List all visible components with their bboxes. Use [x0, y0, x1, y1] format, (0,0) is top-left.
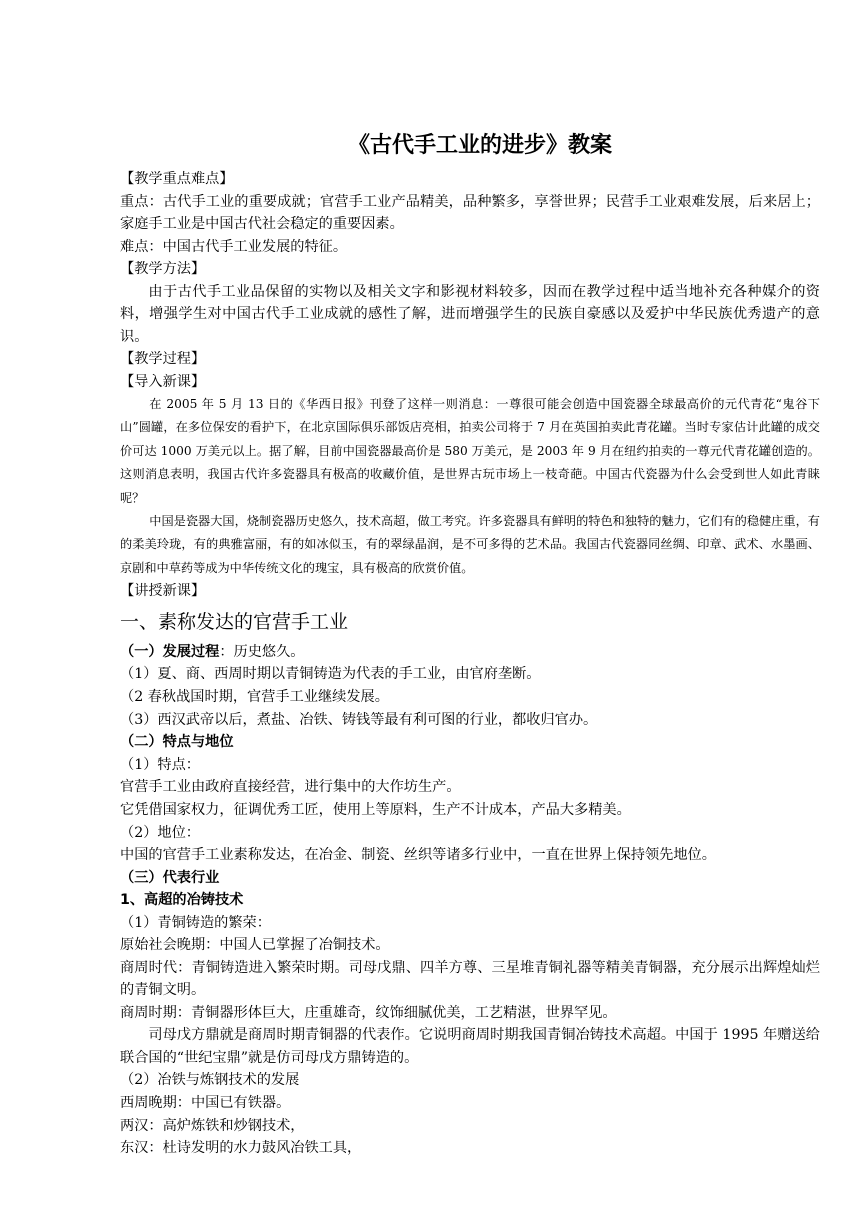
bronze-line-2: 商周时代：青铜铸造进入繁荣时期。司母戊鼎、四羊方尊、三星堆青铜礼器等精美青铜器，充分展示出辉煌灿烂的青铜文明。: [120, 959, 820, 999]
development-label: （一）发展过程: [120, 643, 220, 660]
iron-line-1: 西周晚期：中国已有铁器。: [120, 1095, 291, 1112]
iron-sub: （2）冶铁与炼钢技术的发展: [120, 1072, 300, 1089]
iron-line-2: 两汉：高炉炼铁和炒钢技术，: [120, 1117, 305, 1134]
intro-paragraph-1: 在 2005 年 5 月 13 日的《华西日报》刊登了这样一则消息：一尊很可能会创造中国瓷器全球最高价的元代青花“鬼谷下山”圆罐，在多位保安的看护下，在北京国际俱乐部饭店亮相，拍卖公司将于 7 月在英国拍卖此青花罐。当时专家估计此罐的成交价可达 1000 万美元以上。据了解，目前中国瓷器最高价是 580 万美元，是 2003 年 9 月在纽约拍卖的一尊元代青花罐创造的。这则消息表明，我国古代许多瓷器具有极高的收藏价值，是世界古玩市场上一枝奇葩。中国古代瓷器为什么会受到世人如此青睐呢？: [120, 397, 820, 505]
intro-heading: 【导入新课】: [120, 373, 206, 390]
development-text: ：历史悠久。: [219, 643, 305, 660]
characteristics-label: （二）特点与地位: [120, 734, 234, 751]
process-heading: 【教学过程】: [120, 351, 206, 367]
characteristics-status: 中国的官营手工业素称发达，在冶金、制瓷、丝织等诸多行业中，一直在世界上保持领先地位。: [120, 847, 716, 864]
characteristics-line-2: 它凭借国家权力，征调优秀工匠，使用上等原料，生产不计成本，产品大多精美。: [120, 801, 631, 818]
intro-paragraph-2: 中国是瓷器大国，烧制瓷器历史悠久，技术高超，做工考究。许多瓷器具有鲜明的特色和独特的魅力，它们有的稳健庄重，有的柔美玲珑，有的典雅富丽，有的如冰似玉，有的翠绿晶润，是不可多得的艺术品。我国古代瓷器同丝绸、印章、武术、水墨画、京剧和中草药等成为中华传统文化的瑰宝，具有极高的欣赏价值。: [120, 514, 820, 575]
bronze-line-1: 原始社会晚期：中国人已掌握了冶铜技术。: [120, 937, 390, 954]
key-points-heading: 【教学重点难点】: [120, 171, 234, 187]
key-point-text: 重点：古代手工业的重要成就；官营手工业产品精美，品种繁多，享誉世界；民营手工业艰难发展，后来居上；家庭手工业是中国古代社会稳定的重要因素。: [120, 193, 820, 232]
document-title: 《古代手工业的进步》教案: [347, 133, 612, 158]
development-item-2: （2 春秋战国时期，官营手工业继续发展。: [120, 688, 389, 705]
representative-label: （三）代表行业: [120, 869, 220, 886]
characteristics-sub-2: （2）地位：: [120, 824, 200, 841]
development-line: [120, 641, 820, 664]
bronze-line-3: 商周时期：青铜器形体巨大，庄重雄奇，纹饰细腻优美，工艺精湛，世界罕见。: [120, 1004, 617, 1021]
part1-heading: 一、素称发达的官营手工业: [120, 610, 349, 633]
method-heading: 【教学方法】: [120, 261, 206, 277]
bronze-note: 司母戊方鼎就是商周时期青铜器的代表作。它说明商周时期我国青铜冶铸技术高超。中国于 1995 年赠送给联合国的“世纪宝鼎”就是仿司母戊方鼎铸造的。: [120, 1027, 820, 1066]
characteristics-sub-1: （1）特点：: [120, 756, 200, 773]
document-page: [120, 130, 820, 1160]
development-item-1: （1）夏、商、西周时期以青铜铸造为代表的手工业，由官府垄断。: [120, 666, 541, 683]
characteristics-line-1: 官营手工业由政府直接经营，进行集中的大作坊生产。: [120, 779, 461, 796]
iron-line-3: 东汉：杜诗发明的水力鼓风冶铁工具，: [120, 1140, 362, 1157]
new-lesson-heading: 【讲授新课】: [120, 583, 206, 600]
method-text: 由于古代手工业品保留的实物以及相关文字和影视材料较多，因而在教学过程中适当地补充各种媒介的资料，增强学生对中国古代手工业成就的感性了解，进而增强学生的民族自豪感以及爱护中华民族优秀遗产的意识。: [120, 283, 820, 345]
difficult-point-text: 难点：中国古代手工业发展的特征。: [120, 238, 348, 255]
development-item-3: （3）西汉武帝以后，煮盐、冶铁、铸钱等最有利可图的行业，都收归官办。: [120, 711, 598, 728]
representative-item-1: 1、高超的冶铸技术: [120, 892, 244, 909]
bronze-sub: （1）青铜铸造的繁荣：: [120, 914, 271, 931]
